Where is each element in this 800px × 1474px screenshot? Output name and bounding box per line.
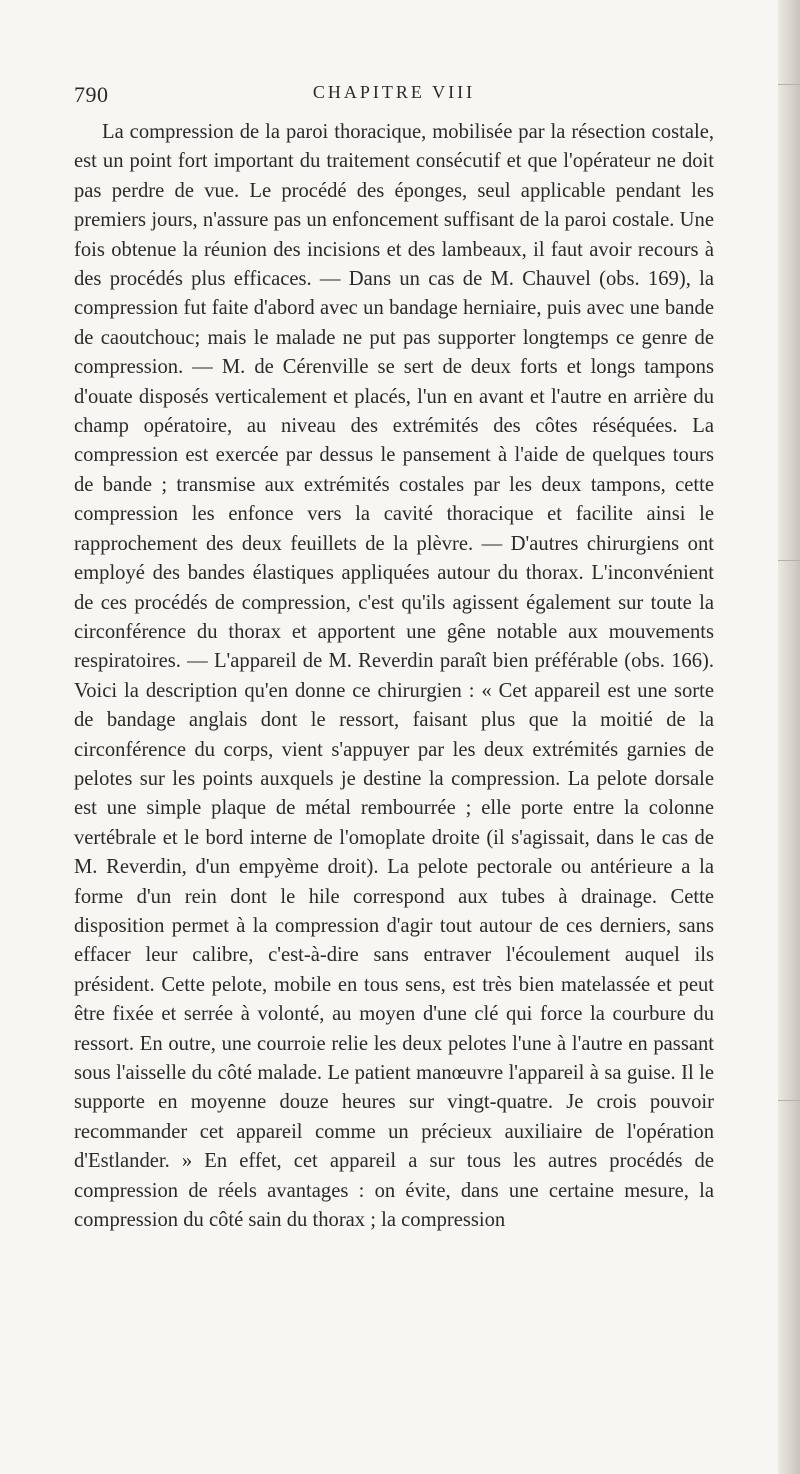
page-number: 790 xyxy=(74,82,109,107)
page-edge-line xyxy=(778,560,800,561)
page-edge-shadow xyxy=(778,0,800,1474)
body-paragraph: La compression de la paroi thoracique, mobilisée par la résection costale, est un point fort important du traitement consécutif et que l'opérateur ne doit pas perdre de vue. Le procédé des éponges, seul applicable pendant les premiers jours, n'assure pas un enfoncement suffisant de la paroi costale. Une fois obtenue la réunion des incisions et des lambeaux, il faut avoir recours à des procédés plus efficaces. — Dans un cas de M. Chauvel (obs. 169), la compression fut faite d'abord avec un bandage herniaire, puis avec une bande de caoutchouc; mais le malade ne put pas supporter longtemps ce genre de compression. — M. de Cérenville se sert de deux forts et longs tampons d'ouate disposés verticalement et placés, l'un en avant et l'autre en arrière du champ opératoire, au niveau des extrémités des côtes réséquées. La compression est exercée par dessus le pansement à l'aide de quelques tours de bande ; transmise aux extrémités costales par les deux tampons, cette compression les enfonce vers la cavité thoracique et facilite ainsi le rapprochement des deux feuillets de la plèvre. — D'autres chirurgiens ont employé des bandes élastiques appliquées autour du thorax. L'inconvénient de ces procédés de compression, c'est qu'ils agissent également sur toute la circonférence du thorax et apportent une gêne notable aux mouvements respiratoires. — L'appareil de M. Reverdin paraît bien préférable (obs. 166). Voici la description qu'en donne ce chirurgien : « Cet appareil est une sorte de bandage anglais dont le ressort, faisant plus que la moitié de la circonférence du corps, vient s'appuyer par les deux extrémités garnies de pelotes sur les points auxquels je destine la compression. La pelote dorsale est une simple plaque de métal rembourrée ; elle porte entre la colonne vertébrale et le bord interne de l'omoplate droite (il s'agissait, dans le cas de M. Reverdin, d'un empyème droit). La pelote pectorale ou antérieure a la forme d'un rein dont le hile correspond aux tubes à drainage. Cette disposition permet à la compression d'agir tout autour de ces derniers, sans effacer leur calibre, c'est-à-dire sans entraver l'écoulement auquel ils président. Cette pelote, mobile en tous sens, est très bien matelassée et peut être fixée et serrée à volonté, au moyen d'une clé qui force la courbure du ressort. En outre, une courroie relie les deux pelotes l'une à l'autre en passant sous l'aisselle du côté malade. Le patient manœuvre l'appareil à sa guise. Il le supporte en moyenne douze heures sur vingt-quatre. Je crois pouvoir recommander cet appareil comme un précieux auxiliaire de l'opération d'Estlander. » En effet, cet appareil a sur tous les autres procédés de compression de réels avantages : on évite, dans une certaine mesure, la compression du côté sain du thorax ; la compression xyxy=(74,121,714,1232)
running-head: CHAPITRE VIII xyxy=(312,82,476,102)
page-edge-line xyxy=(778,1100,800,1101)
page-edge-line xyxy=(778,84,800,85)
page-header xyxy=(74,82,714,112)
